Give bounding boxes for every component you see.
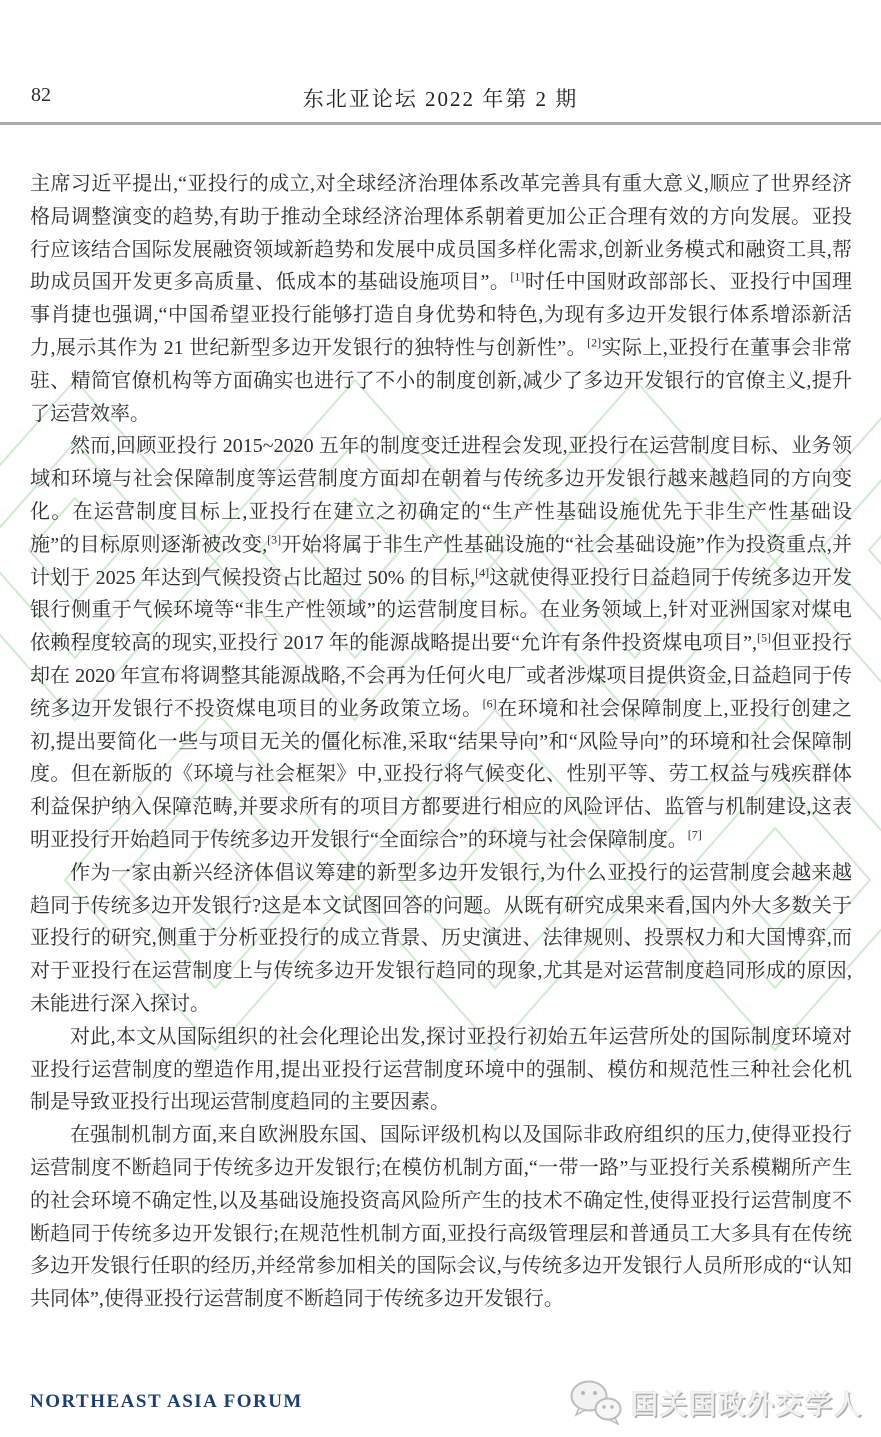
journal-header-title: 东北亚论坛 2022 年第 2 期 [302, 87, 579, 111]
article-body [30, 168, 852, 1316]
footnote-marker: [5] [756, 630, 771, 645]
page-header [0, 0, 881, 111]
footnote-marker: [7] [687, 827, 702, 842]
page-number: 82 [31, 84, 51, 106]
wechat-account-watermark [569, 1379, 863, 1425]
footnote-marker: [1] [510, 269, 525, 284]
wechat-bubbles-icon [569, 1379, 623, 1425]
footnote-marker: [2] [587, 335, 602, 350]
paragraph-2: 然而,回顾亚投行 2015~2020 五年的制度变迁进程会发现,亚投行在运营制度目标、业务领域和环境与社会保障制度等运营制度方面却在朝着与传统多边开发银行越来越趋同的方向变化。在运营制度目标上,亚投行在建立之初确定的“生产性基础设施优先于非生产性基础设施”的目标原则逐渐被改变,[3]开始将属于非生产性基础设施的“社会基础设施”作为投资重点,并计划于 2025 年达到气候投资占比超过 50% 的目标,[4]这就使得亚投行日益趋同于传统多边开发银行侧重于气候环境等“非生产性领域”的运营制度目标。在业务领域上,针对亚洲国家对煤电依赖程度较高的现实,亚投行 2017 年的能源战略提出要“允许有条件投资煤电项目”,[5]但亚投行却在 2020 年宣布将调整其能源战略,不会再为任何火电厂或者涉煤项目提供资金,日益趋同于传统多边开发银行不投资煤电项目的业务政策立场。[6]在环境和社会保障制度上,亚投行创建之初,提出要简化一些与项目无关的僵化标准,采取“结果导向”和“风险导向”的环境和社会保障制度。但在新版的《环境与社会框架》中,亚投行将气候变化、性别平等、劳工权益与残疾群体利益保护纳入保障范畴,并要求所有的项目方都要进行相应的风险评估、监管与机制建设,这表明亚投行开始趋同于传统多边开发银行“全面综合”的环境与社会保障制度。[7] [30, 435, 853, 851]
paragraph-4: 对此,本文从国际组织的社会化理论出发,探讨亚投行初始五年运营所处的国际制度环境对亚投行运营制度的塑造作用,提出亚投行运营制度环境中的强制、模仿和规范性三种社会化机制是导致亚投行出现运营制度趋同的主要因素。 [30, 1025, 852, 1114]
wechat-account-name: 国关国政外交学人 [631, 1389, 863, 1420]
paragraph-5: 在强制机制方面,来自欧洲股东国、国际评级机构以及国际非政府组织的压力,使得亚投行运营制度不断趋同于传统多边开发银行;在模仿机制方面,“一带一路”与亚投行关系模糊所产生的社会环境不确定性,以及基础设施投资高风险所产生的技术不确定性,使得亚投行运营制度不断趋同于传统多边开发银行;在规范性机制方面,亚投行高级管理层和普通员工大多具有在传统多边开发银行任职的经历,并经常参加相关的国际会议,与传统多边开发银行人员所形成的“认知共同体”,使得亚投行运营制度不断趋同于传统多边开发银行。 [30, 1124, 852, 1311]
paragraph-1: 主席习近平提出,“亚投行的成立,对全球经济治理体系改革完善具有重大意义,顺应了世界经济格局调整演变的趋势,有助于推动全球经济治理体系朝着更加公正合理有效的方向发展。亚投行应该结合国际发展融资领域新趋势和发展中成员国多样化需求,创新业务模式和融资工具,帮助成员国开发更多高质量、低成本的基础设施项目”。[1]时任中国财政部部长、亚投行中国理事肖捷也强调,“中国希望亚投行能够打造自身优势和特色,为现有多边开发银行体系增添新活力,展示其作为 21 世纪新型多边开发银行的独特性与创新性”。[2]实际上,亚投行在董事会非常驻、精简官僚机构等方面确实也进行了不小的制度创新,减少了多边开发银行的官僚主义,提升了运营效率。 [30, 173, 852, 425]
page-footer [0, 1376, 881, 1428]
footnote-marker: [4] [475, 564, 490, 579]
journal-name-english: NORTHEAST ASIA FORUM [30, 1391, 303, 1412]
paragraph-3: 作为一家由新兴经济体倡议筹建的新型多边开发银行,为什么亚投行的运营制度会越来越趋同于传统多边开发银行?这是本文试图回答的问题。从既有研究成果来看,国内外大多数关于亚投行的研究,侧重于分析亚投行的成立背景、历史演进、法律规则、投票权力和大国博弈,而对于亚投行在运营制度上与传统多边开发银行趋同的现象,尤其是对运营制度趋同形成的原因,未能进行深入探讨。 [30, 861, 852, 1015]
footnote-marker: [6] [482, 696, 497, 711]
footnote-marker: [3] [267, 532, 282, 547]
header-rule [0, 122, 881, 125]
